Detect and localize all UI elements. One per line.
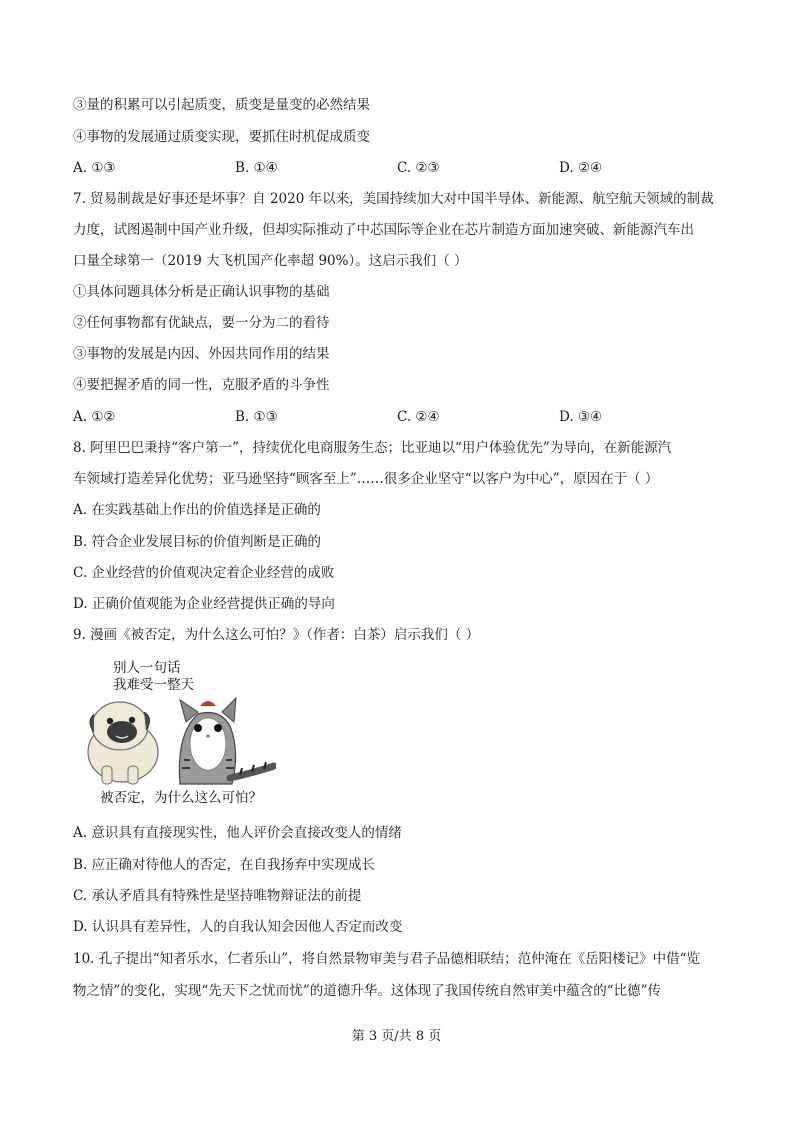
option-b[interactable]: B. ①④: [235, 160, 278, 176]
q7-statement-4: ④要把握矛盾的同一性，克服矛盾的斗争性: [73, 377, 330, 393]
cartoon-caption-bottom: 被否定，为什么这么可怕？: [100, 790, 262, 806]
q6-options: [73, 159, 733, 177]
statement-4: ④事物的发展通过质变实现，要抓住时机促成质变: [73, 129, 370, 145]
option-b[interactable]: B. ①③: [235, 409, 278, 425]
q8-option-c[interactable]: C. 企业经营的价值观决定着企业经营的成败: [73, 565, 335, 581]
q7-stem-line3: 口量全球第一（2019 大飞机国产化率超 90%）。这启示我们（ ）: [73, 253, 468, 269]
q9-option-d[interactable]: D. 认识具有差异性，人的自我认知会因他人否定而改变: [73, 919, 403, 935]
q8-option-d[interactable]: D. 正确价值观能为企业经营提供正确的导向: [73, 596, 335, 612]
option-d[interactable]: D. ③④: [559, 409, 603, 425]
q7-statement-3: ③事物的发展是内因、外因共同作用的结果: [73, 346, 330, 362]
q8-stem-line2: 车领域打造差异化优势；亚马逊坚持“顾客至上”……很多企业坚守“以客户为中心”，原因在于（ ）: [73, 471, 659, 487]
cartoon-image: [80, 656, 276, 816]
option-a[interactable]: A. ①③: [73, 160, 116, 176]
q8-option-b[interactable]: B. 符合企业发展目标的价值判断是正确的: [73, 534, 322, 550]
q10-stem-line2: 物之情”的变化，实现“先天下之忧而忧”的道德升华。这体现了我国传统自然审美中蕴含的“比德”传: [73, 983, 662, 999]
q7-stem-line1: 7. 贸易制裁是好事还是坏事？自 2020 年以来，美国持续加大对中国半导体、新能源、航空航天领域的制裁: [73, 191, 714, 207]
option-c[interactable]: C. ②④: [397, 409, 440, 425]
cat-figure: [179, 698, 274, 784]
cartoon-caption-line2: 我难受一整天: [113, 677, 194, 693]
pug-dog-figure: [88, 702, 158, 784]
q9-option-b[interactable]: B. 应正确对待他人的否定，在自我扬弃中实现成长: [73, 857, 376, 873]
q9-option-c[interactable]: C. 承认矛盾具有特殊性是坚持唯物辩证法的前提: [73, 888, 362, 904]
statement-3: ③量的积累可以引起质变，质变是量变的必然结果: [73, 97, 370, 113]
q8-stem-line1: 8. 阿里巴巴秉持“客户第一”，持续优化电商服务生态；比亚迪以“用户体验优先”为导向，在新能源汽: [73, 440, 672, 456]
option-a[interactable]: A. ①②: [73, 409, 116, 425]
q9-option-a[interactable]: A. 意识具有直接现实性，他人评价会直接改变人的情绪: [73, 825, 402, 841]
q7-options: [73, 408, 733, 426]
q8-option-a[interactable]: A. 在实践基础上作出的价值选择是正确的: [73, 502, 321, 518]
page-number-footer: 第 3 页/共 8 页: [351, 1029, 442, 1044]
q7-stem-line2: 力度，试图遏制中国产业升级，但却实际推动了中芯国际等企业在芯片制造方面加速突破、新能源汽车出: [73, 222, 694, 238]
q7-statement-2: ②任何事物都有优缺点，要一分为二的看待: [73, 315, 330, 331]
q7-statement-1: ①具体问题具体分析是正确认识事物的基础: [73, 284, 330, 300]
cartoon-caption-line1: 别人一句话: [113, 660, 181, 676]
option-d[interactable]: D. ②④: [559, 160, 603, 176]
q10-stem-line1: 10. 孔子提出“知者乐水，仁者乐山”，将自然景物审美与君子品德相联结；范仲淹在《岳阳楼记》中借“览: [73, 951, 700, 967]
option-c[interactable]: C. ②③: [397, 160, 440, 176]
q9-stem: 9. 漫画《被否定，为什么这么可怕？》（作者：白茶）启示我们（ ）: [73, 627, 480, 643]
